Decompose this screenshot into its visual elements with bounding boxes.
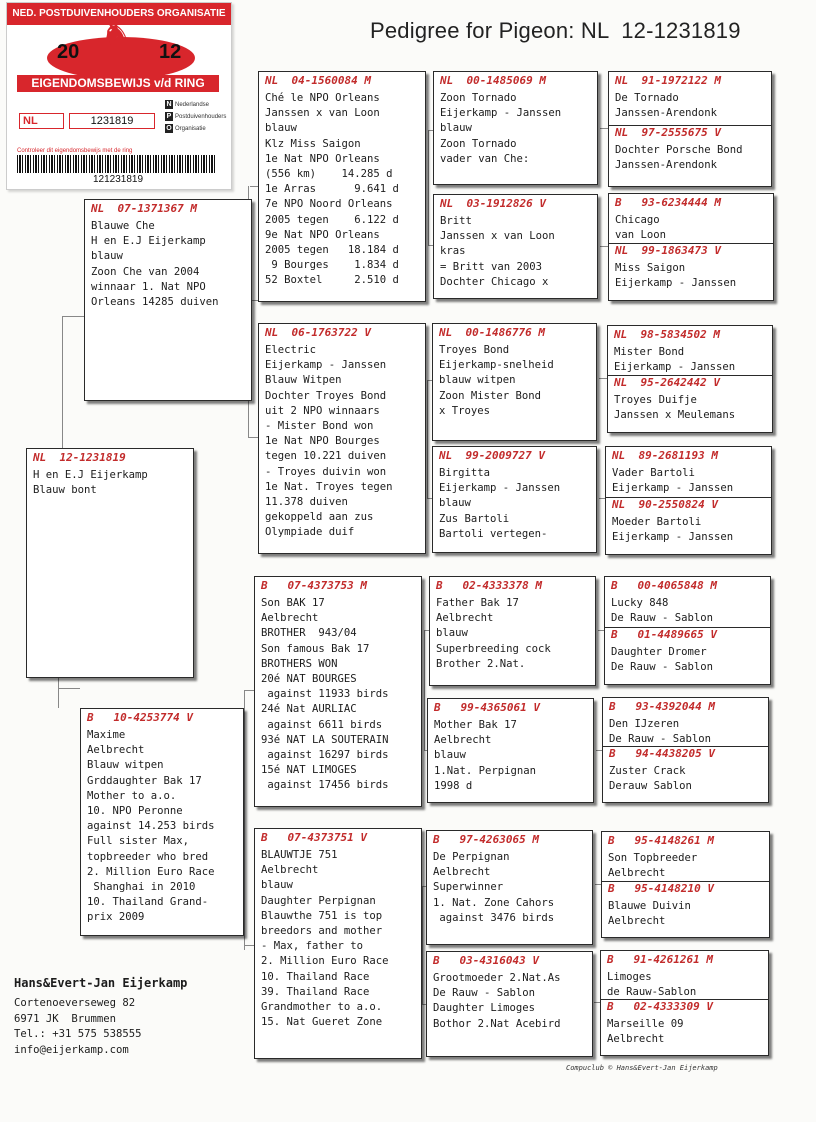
detail-line: Grandmother to a.o. [261,1001,383,1014]
detail-line: 2005 tegen 18.184 d [265,244,399,257]
detail-line: Marseille 09 [607,1018,684,1030]
detail-line: Blauwthe 751 is top [261,909,383,922]
detail-line: 20é NAT BOURGES [261,673,357,686]
ring-id: B 01-4489665 V [611,628,717,641]
pedigree-box-dsds-dsdd [602,697,769,803]
detail-line: Aelbrecht [87,744,145,757]
detail-line: Son famous Bak 17 [261,642,370,655]
connector-line [58,676,59,708]
ring-id: B 94-4438205 V [609,747,715,760]
detail-line: blauw [261,879,293,892]
detail-line: Mister Bond [614,346,685,358]
ring-id: NL 95-2642442 V [614,376,720,389]
connector-line [62,316,84,317]
detail-line: 10. Thailand Grand- [87,896,209,909]
pedigree-box-sss [433,71,598,185]
page-title: Pedigree for Pigeon: NL 12-1231819 [370,18,741,43]
detail-line: - Troyes duivin won [265,465,387,478]
pigeon-details [607,1017,684,1047]
pedigree-box-dd [254,828,422,1059]
detail-line: prix 2009 [87,911,145,924]
pedigree-box-ddss-ddsd [601,831,770,938]
detail-line: 93é NAT LA SOUTERAIN [261,733,389,746]
ring-id: NL 06-1763722 V [265,326,371,339]
pedigree-box-ssds-ssdd [608,193,774,301]
detail-line: Ché le NPO Orleans [265,92,380,104]
pigeon-details [607,970,696,1000]
detail-line: Derauw Sablon [609,780,692,793]
detail-line: De Perpignan [433,851,510,863]
ring-id: B 95-4148261 M [608,834,714,847]
detail-line: Birgitta [439,467,491,479]
breeder-info [14,976,187,1058]
detail-line: Bothor 2.Nat Acebird [433,1017,561,1030]
detail-line: Dochter Porsche Bond [615,144,743,156]
breeder-name: Hans&Evert-Jan Eijerkamp [14,976,188,990]
detail-line: Superwinner [433,881,504,894]
ring-id: B 95-4148210 V [608,882,714,895]
detail-line: Brother 2.Nat. [436,657,526,670]
detail-line: Daughter Limoges [433,1002,536,1015]
detail-line: Daughter Dromer [611,646,707,658]
detail-line: Dochter Chicago x [440,275,549,288]
detail-line: Blauw Witpen [265,374,342,387]
detail-line: 15. Nat Gueret Zone [261,1016,383,1029]
connector-line [600,246,608,247]
connector-line [244,690,254,691]
detail-line: against 14.253 birds [87,820,215,833]
detail-line: Aelbrecht [434,734,492,747]
pedigree-box-sd [258,323,426,554]
detail-line: kras [440,245,466,258]
connector-line [62,316,63,448]
detail-line: Janssen-Arendonk [615,107,718,120]
detail-line: x Troyes [439,404,491,417]
detail-line: against 6611 birds [261,718,383,731]
detail-line: - Max, father to [261,940,364,953]
card-organisation: NED. POSTDUIVENHOUDERS ORGANISATIE [7,3,231,25]
npo-line: Postduivenhouders [175,114,227,120]
pigeon-details [615,213,666,243]
detail-line: blauw [440,122,472,135]
detail-line: De Rauw - Sablon [609,733,712,746]
pigeon-details [439,466,560,542]
pedigree-box-ds [254,576,422,807]
detail-line: Eijerkamp - Janssen [265,359,387,372]
card-year-right: 12 [159,41,182,63]
pedigree-box-dsd [427,698,594,803]
detail-line: Zoon Mister Bond [439,389,542,402]
ring-id: B 91-4261261 M [607,953,713,966]
detail-line: 1e Arras 9.641 d [265,183,399,196]
detail-line: breedors and mother [261,925,383,938]
detail-line: Troyes Duifje [614,394,697,406]
detail-line: Aelbrecht [261,864,319,877]
ring-id: NL 91-1972122 M [615,74,721,87]
detail-line: Zoon Che van 2004 [91,265,200,278]
detail-line: Orleans 14285 duiven [91,296,219,309]
ring-id: B 03-4316043 V [433,954,539,967]
detail-line: blauw [434,749,466,762]
detail-line: Full sister Max, [87,835,190,848]
npo-line: Nederlandse [175,102,210,108]
ring-id: NL 90-2550824 V [612,498,718,511]
connector-line [248,437,258,438]
detail-line: against 17456 birds [261,779,389,792]
detail-line: Maxime [87,729,126,741]
pedigree-box-ssss-sssd [608,71,772,187]
detail-line: gekoppeld aan zus [265,511,374,524]
detail-line: 7e NPO Noord Orleans [265,198,393,211]
ring-id: NL 99-1863473 V [615,244,721,257]
detail-line: 1.Nat. Perpignan [434,764,537,777]
pigeon-details [265,91,399,289]
pedigree-box-sdds-sddd [605,446,772,555]
detail-line: Eijerkamp - Janssen [612,531,734,544]
detail-line: against 16297 birds [261,749,389,762]
ring-id: B 97-4263065 M [433,833,539,846]
detail-line: Son BAK 17 [261,597,325,609]
pigeon-details [265,343,393,541]
pigeon-details [609,764,692,794]
pigeon-details [615,261,736,291]
connector-line [599,378,607,379]
detail-line: Eijerkamp - Janssen [614,361,736,374]
detail-line: Eijerkamp - Janssen [439,482,561,495]
detail-line: Blauwe Duivin [608,900,691,912]
detail-line: against 11933 birds [261,688,389,701]
ring-id: NL 03-1912826 V [440,197,546,210]
detail-line: Blauw bont [33,484,97,497]
detail-line: 1e Nat. Troyes tegen [265,480,393,493]
detail-line: Limoges [607,971,652,983]
ring-id: NL 00-1486776 M [439,326,545,339]
detail-line: 11.378 duiven [265,496,348,509]
connector-line [427,380,428,498]
detail-line: topbreeder who bred [87,850,209,863]
pigeon-details [87,728,215,926]
detail-line: blauw [436,627,468,640]
detail-line: Bartoli vertegen- [439,527,548,540]
detail-line: Son Topbreeder [608,852,698,864]
connector-line [424,630,425,750]
detail-line: BROTHER 943/04 [261,627,357,640]
ring-id: B 07-4373751 V [261,831,367,844]
pedigree-box-ddds-dddd [600,950,769,1056]
pedigree-box-ssd [433,194,598,299]
detail-line: Grddaughter Bak 17 [87,774,202,787]
detail-line: Lucky 848 [611,597,669,609]
detail-line: Klz Miss Saigon [265,137,361,150]
pigeon-details [440,91,561,167]
detail-line: Eijerkamp - Janssen [440,107,562,120]
ring-id: B 10-4253774 V [87,711,193,724]
detail-line: tegen 10.221 duiven [265,450,387,463]
detail-line: H en E.J Eijerkamp [33,469,148,481]
connector-line [244,945,254,946]
pigeon-details [91,219,219,310]
pedigree-box-ss [258,71,426,302]
detail-line: 39. Thailand Race [261,985,370,998]
detail-line: Mother to a.o. [87,789,177,802]
detail-line: Aelbrecht [436,612,494,625]
detail-line: Janssen-Arendonk [615,159,718,172]
detail-line: Grootmoeder 2.Nat.As [433,972,561,984]
ring-id: B 02-4333378 M [436,579,542,592]
detail-line: Dochter Troyes Bond [265,389,387,402]
pigeon-details [615,91,717,121]
detail-line: Eijerkamp - Janssen [615,277,737,290]
pigeon-details [261,848,389,1030]
detail-line: H en E.J Eijerkamp [91,235,206,248]
pigeon-details [614,345,735,375]
detail-line: Aelbrecht [433,866,491,879]
detail-line: De Tornado [615,92,679,104]
detail-line: blauw [265,122,297,135]
detail-line: De Rauw - Sablon [611,661,714,674]
pedigree-box-dds [426,830,593,945]
detail-line: 52 Boxtel 2.510 d [265,274,399,287]
detail-line: De Rauw - Sablon [433,987,536,1000]
connector-line [244,690,245,950]
pigeon-details [608,899,691,929]
pigeon-details [615,143,743,173]
pigeon-details [433,850,554,926]
detail-line: Moeder Bartoli [612,516,702,528]
detail-line: Blauw witpen [87,759,164,772]
ring-id: NL 04-1560084 M [265,74,371,87]
detail-line: Zuster Crack [609,765,686,777]
card-ring-number: 1231819 [69,113,155,129]
detail-line: Janssen x van Loon [265,107,380,120]
detail-line: Aelbrecht [607,1033,665,1046]
card-country: NL [19,113,64,129]
detail-line: blauw [91,250,123,263]
detail-line: Zoon Tornado [440,137,517,150]
detail-line: 1998 d [434,779,473,792]
pigeon-details [433,971,561,1032]
detail-line: 1. Nat. Zone Cahors [433,896,555,909]
card-npo-list: N Nederlandse P Postduivenhouders O Organisatie [166,101,227,132]
detail-line: Vader Bartoli [612,467,695,479]
detail-line: = Britt van 2003 [440,260,543,273]
pigeon-details [434,718,536,794]
detail-line: Shanghai in 2010 [87,881,196,894]
ring-id: B 93-4392044 M [609,700,715,713]
detail-line: 2. Million Euro Race [261,955,389,968]
detail-line: Father Bak 17 [436,597,519,609]
detail-line: winnaar 1. Nat NPO [91,280,206,293]
detail-line: Daughter Perpignan [261,894,376,907]
detail-line: De Rauw - Sablon [611,612,714,625]
card-control-text: Controleer dit eigendomsbewijs met de ring [17,148,133,154]
pedigree-box-subject [26,448,194,678]
pedigree-box-dsss-dssd [604,576,771,685]
ring-id: NL 99-2009727 V [439,449,545,462]
ring-id: NL 00-1485069 M [440,74,546,87]
pigeon-details [612,466,733,496]
pigeon-details [609,717,711,747]
detail-line: BROTHERS WON [261,657,338,670]
detail-line: 2005 tegen 6.122 d [265,213,399,226]
detail-line: - Mister Bond won [265,420,374,433]
pedigree-box-sire [84,199,252,401]
breeder-email: info@eijerkamp.com [14,1043,129,1056]
detail-line: 15é NAT LIMOGES [261,764,357,777]
detail-line: Aelbrecht [261,612,319,625]
ring-id: NL 98-5834502 M [614,328,720,341]
detail-line: Eijerkamp-snelheid [439,359,554,372]
detail-line: Britt [440,215,472,227]
detail-line: 10. Thailand Race [261,970,370,983]
detail-line: Mother Bak 17 [434,719,517,731]
detail-line: blauw witpen [439,374,516,387]
pigeon-details [439,343,554,419]
detail-line: Aelbrecht [608,867,666,880]
pedigree-box-sdss-sdsd [607,325,773,433]
detail-line: de Rauw-Sablon [607,986,697,999]
detail-line: BLAUWTJE 751 [261,849,338,861]
breeder-street: Cortenoeverseweg 82 [14,997,136,1009]
barcode [17,155,217,173]
connector-line [600,128,608,129]
detail-line: Janssen x van Loon [440,230,555,243]
detail-line: against 3476 birds [433,911,555,924]
ring-id: NL 89-2681193 M [612,449,718,462]
npo-line: Organisatie [175,126,206,132]
detail-line: Eijerkamp - Janssen [612,482,734,495]
connector-line [250,186,258,187]
pigeon-details [614,393,735,423]
ring-id: NL 97-2555675 V [615,126,721,139]
detail-line: 10. NPO Peronne [87,805,183,818]
detail-line: Zus Bartoli [439,512,510,525]
pigeon-details [611,596,713,626]
detail-line: 9e Nat NPO Orleans [265,228,380,241]
detail-line: Troyes Bond [439,344,510,356]
pedigree-box-sds [432,323,597,441]
detail-line: Olympiade duif [265,526,355,539]
pigeon-details [261,596,389,794]
detail-line: blauw [439,497,471,510]
detail-line: Aelbrecht [608,915,666,928]
pigeon-details [608,851,697,881]
detail-line: 2. Million Euro Race [87,865,215,878]
pigeon-details [436,596,551,672]
ring-id: B 07-4373753 M [261,579,367,592]
pedigree-box-dss [429,576,596,686]
detail-line: 1e Nat NPO Bourges [265,435,380,448]
ring-id: B 00-4065848 M [611,579,717,592]
detail-line: Electric [265,344,317,356]
detail-line: Blauwe Che [91,220,155,232]
detail-line: Janssen x Meulemans [614,409,736,422]
ring-ownership-card [6,2,232,190]
barcode-number: 121231819 [93,174,144,185]
ring-id: NL 12-1231819 [33,451,126,464]
detail-line: 24é Nat AURLIAC [261,703,357,716]
footer-copyright: Compuclub © Hans&Evert-Jan Eijerkamp [566,1064,718,1072]
ring-id: B 02-4333309 V [607,1000,713,1013]
pedigree-box-ddd [426,951,593,1057]
pigeon-details [33,468,148,498]
detail-line: Den IJzeren [609,718,680,730]
card-label: EIGENDOMSBEWIJS v/d RING [17,75,219,92]
pedigree-box-dam [80,708,244,936]
breeder-city: 6971 JK Brummen [14,1012,117,1025]
breeder-phone: Tel.: +31 575 538555 [14,1028,142,1041]
pigeon-details [611,645,713,675]
card-year-left: 20 [57,41,80,63]
ring-id: NL 07-1371367 M [91,202,197,215]
detail-line: uit 2 NPO winnaars [265,404,380,417]
detail-line: (556 km) 14.285 d [265,168,393,181]
lion-emblem-icon: ♞ [99,15,135,59]
connector-line [58,688,80,689]
detail-line: vader van Che: [440,152,530,165]
detail-line: Zoon Tornado [440,92,517,104]
detail-line: Miss Saigon [615,262,686,274]
detail-line: Superbreeding cock [436,642,551,655]
connector-line [422,886,423,1004]
ring-id: B 99-4365061 V [434,701,540,714]
pigeon-details [440,214,555,290]
connector-line [428,130,429,245]
detail-line: Chicago [615,214,660,226]
detail-line: van Loon [615,229,667,242]
pigeon-details [612,515,733,545]
detail-line: 9 Bourges 1.834 d [265,259,399,272]
ring-id: B 93-6234444 M [615,196,721,209]
pedigree-box-sdd [432,446,597,553]
detail-line: 1e Nat NPO Orleans [265,152,380,165]
